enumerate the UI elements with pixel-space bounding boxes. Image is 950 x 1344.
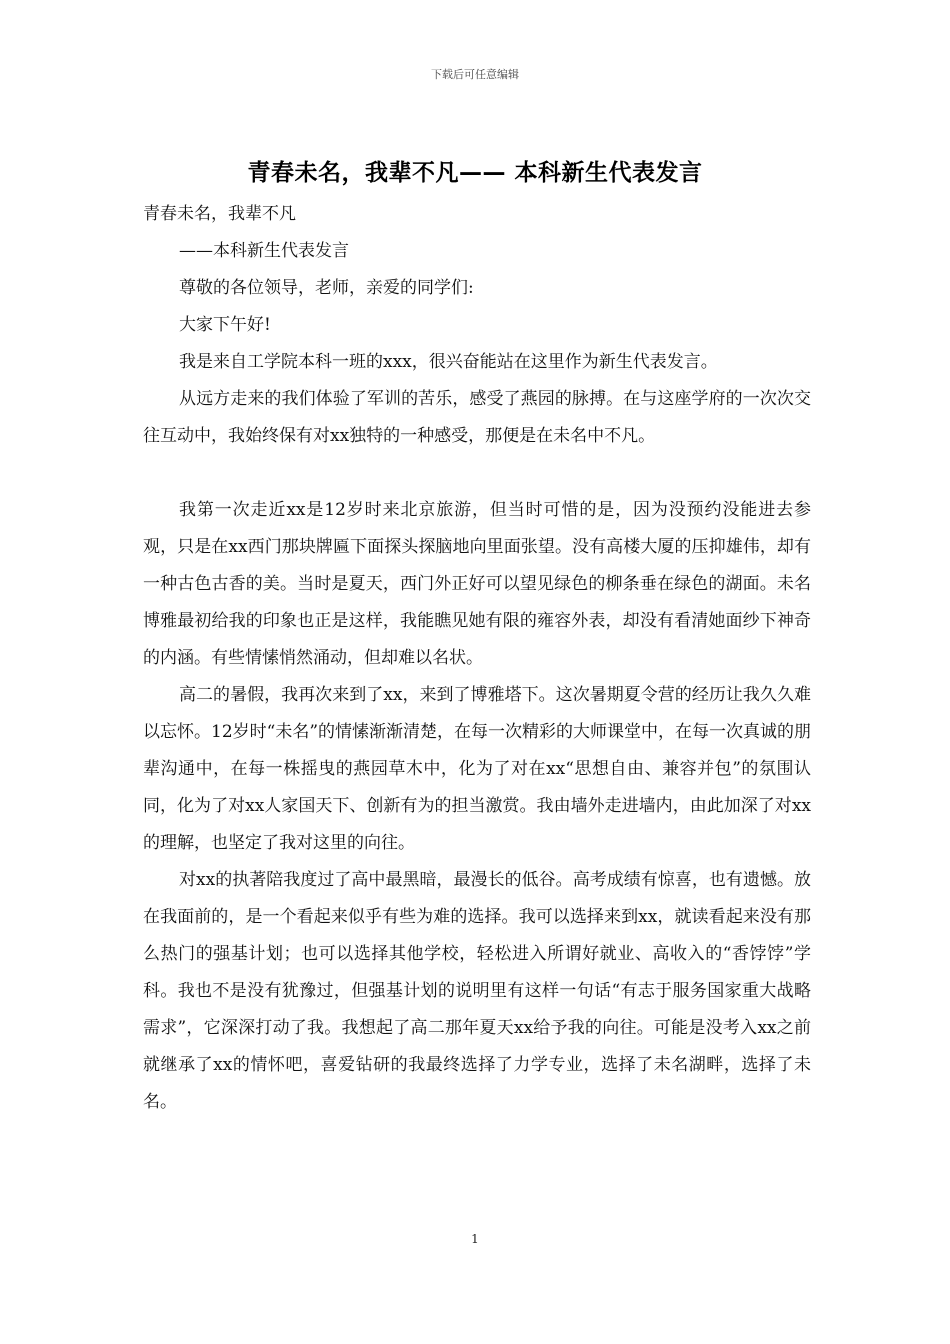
paragraph-first-visit: 我第一次走近xx是12岁时来北京旅游，但当时可惜的是，因为没预约没能进去参观，只是在xx西门那块牌匾下面探头探脑地向里面张望。没有高楼大厦的压抑雄伟，却有一种古色古香的美。当时是夏天，西门外正好可以望见绿色的柳条垂在绿色的湖面。未名博雅最初给我的印象也正是这样，我能瞧见她有限的雍容外表，却没有看清她面纱下神奇的内涵。有些情愫悄然涌动，但却难以名状。 <box>143 500 811 668</box>
document-body <box>143 196 811 1121</box>
page-number: 1 <box>471 1232 479 1246</box>
paragraph-military-training: 从远方走来的我们体验了军训的苦乐，感受了燕园的脉搏。在与这座学府的一次次交往互动中，我始终保有对xx独特的一种感受，那便是在未名中不凡。 <box>143 389 811 446</box>
document-title: 青春未名，我辈不凡—— 本科新生代表发言 <box>247 160 703 186</box>
blank-line <box>143 455 811 492</box>
subtitle-line-1: 青春未名，我辈不凡 <box>143 204 296 224</box>
paragraph-introduction: 我是来自工学院本科一班的xxx，很兴奋能站在这里作为新生代表发言。 <box>179 352 718 372</box>
header-note: 下载后可任意编辑 <box>431 68 519 81</box>
salutation: 尊敬的各位领导，老师，亲爱的同学们: <box>179 278 474 298</box>
paragraph-summer-camp: 高二的暑假，我再次来到了xx，来到了博雅塔下。这次暑期夏令营的经历让我久久难以忘怀。12岁时“未名”的情愫渐渐清楚，在每一次精彩的大师课堂中，在每一次真诚的朋辈沟通中，在每一株摇曳的燕园草木中，化为了对在xx“思想自由、兼容并包”的氛围认同，化为了对xx人家国天下、创新有为的担当激赏。我由墙外走进墙内，由此加深了对xx的理解，也坚定了我对这里的向往。 <box>143 685 812 853</box>
greeting: 大家下午好! <box>179 315 271 335</box>
paragraph-choice: 对xx的执著陪我度过了高中最黑暗，最漫长的低谷。高考成绩有惊喜，也有遗憾。放在我面前的，是一个看起来似乎有些为难的选择。我可以选择来到xx，就读看起来没有那么热门的强基计划；也可以选择其他学校，轻松进入所谓好就业、高收入的“香饽饽”学科。我也不是没有犹豫过，但强基计划的说明里有这样一句话“有志于服务国家重大战略需求”，它深深打动了我。我想起了高二那年夏天xx给予我的向往。可能是没考入xx之前就继承了xx的情怀吧，喜爱钻研的我最终选择了力学专业，选择了未名湖畔，选择了未名。 <box>143 870 811 1112</box>
subtitle-line-2: ——本科新生代表发言 <box>179 241 349 261</box>
